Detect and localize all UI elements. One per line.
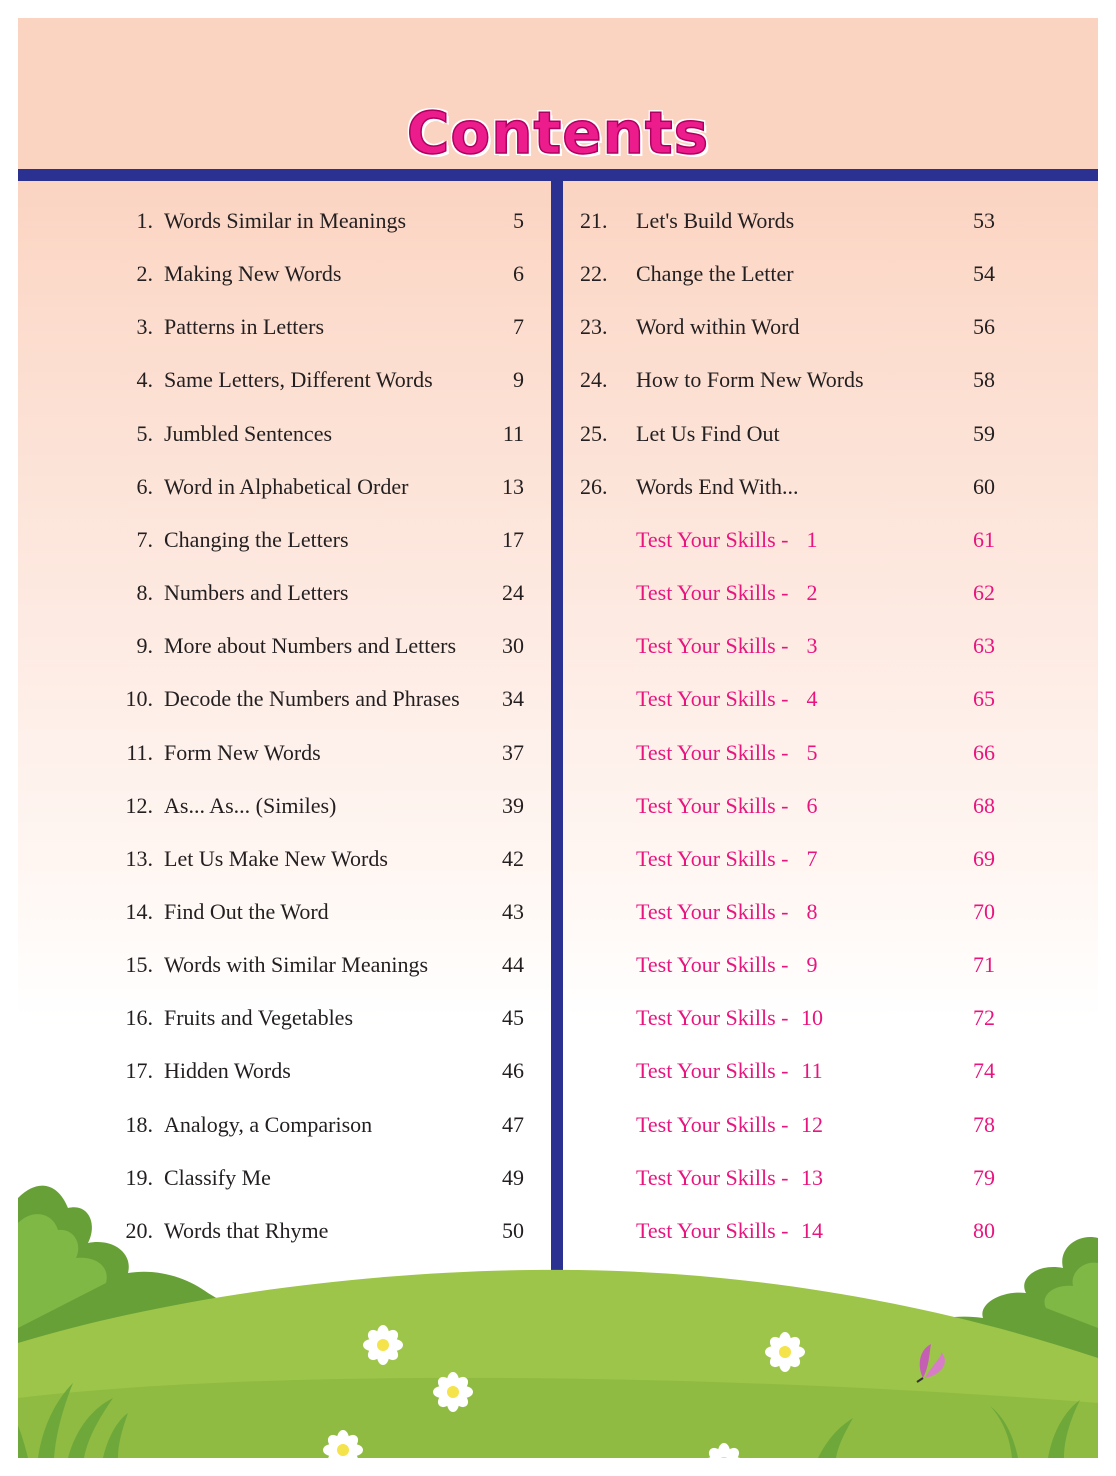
entry-page-number: 17 (502, 526, 524, 552)
entry-number: 10. (125, 686, 153, 712)
test-label: Test Your Skills - (636, 739, 789, 765)
entry-title: Words that Rhyme (164, 1217, 329, 1243)
entry-number: 5. (136, 420, 153, 446)
test-label: Test Your Skills - (636, 898, 789, 924)
entry-page-number: 53 (973, 208, 995, 233)
test-skills-entry (558, 682, 1098, 716)
entry-page-number: 13 (502, 473, 524, 499)
toc-entry (18, 1108, 538, 1142)
entry-number: 16. (125, 1005, 153, 1031)
test-skills-entry (558, 576, 1098, 610)
contents-page (18, 18, 1098, 1458)
entry-title: Let Us Make New Words (164, 845, 388, 871)
toc-entry (18, 1054, 538, 1088)
test-number: 12 (801, 1111, 823, 1137)
entry-number: 26. (580, 473, 608, 499)
test-number: 7 (806, 845, 818, 871)
test-label: Test Your Skills - (636, 1058, 789, 1084)
toc-entry (558, 257, 1098, 291)
toc-entry (18, 417, 538, 451)
test-number: 5 (806, 739, 818, 765)
entry-title: Same Letters, Different Words (164, 367, 433, 393)
toc-entry (18, 204, 538, 238)
test-skills-entry (558, 1108, 1098, 1142)
entry-page-number: 80 (973, 1217, 995, 1243)
entry-number: 20. (125, 1217, 153, 1243)
toc-entry (558, 310, 1098, 344)
entry-page-number: 66 (973, 739, 995, 765)
entry-title: As... As... (Similes) (164, 792, 337, 818)
entry-page-number: 47 (502, 1111, 524, 1137)
toc-entry (18, 1001, 538, 1035)
test-number: 14 (801, 1217, 823, 1243)
entry-number: 25. (580, 420, 608, 446)
entry-page-number: 68 (973, 792, 995, 818)
entry-title: Analogy, a Comparison (164, 1111, 373, 1137)
toc-entry (18, 363, 538, 397)
entry-title: Numbers and Letters (164, 580, 349, 606)
entry-number: 3. (136, 314, 153, 340)
toc-entry (18, 257, 538, 291)
entry-title: Change the Letter (636, 261, 794, 287)
entry-title: Decode the Numbers and Phrases (164, 686, 460, 712)
test-label: Test Your Skills - (636, 526, 789, 552)
toc-entry (18, 736, 538, 770)
entry-page-number: 72 (973, 1005, 995, 1031)
entry-title: Word within Word (636, 314, 800, 340)
entry-number: 22. (580, 261, 608, 287)
entry-page-number: 37 (502, 739, 524, 765)
entry-page-number: 7 (513, 314, 524, 340)
entry-page-number: 74 (973, 1058, 995, 1084)
entry-page-number: 44 (502, 952, 524, 978)
entry-number: 9. (136, 633, 153, 659)
entry-number: 11. (126, 739, 153, 765)
entry-title: Words with Similar Meanings (164, 952, 429, 978)
entry-number: 14. (125, 898, 153, 924)
test-number: 3 (806, 633, 818, 659)
test-skills-entry (558, 789, 1098, 823)
entry-number: 8. (136, 580, 153, 606)
test-label: Test Your Skills - (636, 1164, 789, 1190)
entry-title: Changing the Letters (164, 526, 349, 552)
entry-title: Jumbled Sentences (164, 420, 333, 446)
entry-page-number: 69 (973, 845, 995, 871)
entry-page-number: 45 (502, 1005, 524, 1031)
test-skills-entry (558, 736, 1098, 770)
entry-number: 18. (125, 1111, 153, 1137)
toc-entry (558, 363, 1098, 397)
entry-page-number: 43 (502, 898, 524, 924)
entry-title: Fruits and Vegetables (164, 1005, 354, 1031)
test-skills-entry (558, 1054, 1098, 1088)
toc-entry (18, 682, 538, 716)
test-label: Test Your Skills - (636, 1111, 789, 1137)
entry-page-number: 49 (502, 1164, 524, 1190)
entry-page-number: 65 (973, 686, 995, 712)
entry-page-number: 71 (973, 952, 995, 978)
entry-title: Word in Alphabetical Order (164, 473, 409, 499)
test-skills-entry (558, 1001, 1098, 1035)
test-number: 8 (806, 898, 818, 924)
test-skills-entry (558, 948, 1098, 982)
test-label: Test Your Skills - (636, 686, 789, 712)
entry-page-number: 54 (973, 261, 995, 287)
test-number: 13 (801, 1164, 823, 1190)
entry-page-number: 63 (973, 633, 995, 659)
entry-page-number: 79 (973, 1164, 995, 1190)
toc-entry (558, 204, 1098, 238)
test-number: 4 (806, 686, 818, 712)
toc-entry (18, 576, 538, 610)
entry-number: 23. (580, 314, 608, 340)
entry-page-number: 11 (502, 420, 524, 446)
test-label: Test Your Skills - (636, 633, 789, 659)
entry-title: Let Us Find Out (636, 420, 780, 446)
test-number: 10 (801, 1005, 823, 1031)
toc-entry (558, 417, 1098, 451)
entry-number: 19. (125, 1164, 153, 1190)
test-number: 11 (801, 1058, 823, 1084)
entry-page-number: 56 (973, 314, 995, 340)
entry-page-number: 70 (973, 898, 995, 924)
entry-page-number: 9 (513, 367, 524, 393)
entry-title: How to Form New Words (636, 367, 864, 393)
test-skills-entry (558, 895, 1098, 929)
entry-page-number: 39 (502, 792, 524, 818)
entry-page-number: 59 (973, 420, 995, 446)
test-skills-entry (558, 523, 1098, 557)
entry-page-number: 30 (502, 633, 524, 659)
entry-number: 12. (125, 792, 153, 818)
entry-page-number: 62 (973, 580, 995, 606)
entry-title: Patterns in Letters (164, 314, 325, 340)
entry-number: 15. (125, 952, 153, 978)
entry-number: 21. (580, 208, 608, 233)
toc-entry (558, 470, 1098, 504)
test-label: Test Your Skills - (636, 1005, 789, 1031)
entry-number: 4. (136, 367, 153, 393)
test-number: 6 (806, 792, 818, 818)
entry-number: 24. (580, 367, 608, 393)
entry-page-number: 24 (502, 580, 524, 606)
entry-title: Let's Build Words (636, 208, 795, 233)
toc-entry (18, 842, 538, 876)
entry-page-number: 6 (513, 261, 524, 287)
test-skills-entry (558, 629, 1098, 663)
entry-page-number: 61 (973, 526, 995, 552)
entry-title: Making New Words (164, 261, 342, 287)
entry-page-number: 34 (502, 686, 524, 712)
entry-title: Hidden Words (164, 1058, 291, 1084)
entry-number: 7. (136, 526, 153, 552)
entry-number: 17. (125, 1058, 153, 1084)
test-number: 1 (806, 526, 818, 552)
toc-entry (18, 948, 538, 982)
toc-entry (18, 895, 538, 929)
entry-page-number: 50 (502, 1217, 524, 1243)
toc-entry (18, 470, 538, 504)
entry-page-number: 58 (973, 367, 995, 393)
meadow-illustration (18, 1168, 1098, 1458)
entry-number: 2. (136, 261, 153, 287)
entry-page-number: 5 (513, 208, 524, 233)
test-label: Test Your Skills - (636, 952, 789, 978)
test-skills-entry (558, 842, 1098, 876)
entry-page-number: 60 (973, 473, 995, 499)
entry-number: 13. (125, 845, 153, 871)
toc-entry (18, 629, 538, 663)
entry-page-number: 42 (502, 845, 524, 871)
entry-number: 6. (136, 473, 153, 499)
test-label: Test Your Skills - (636, 580, 789, 606)
entry-page-number: 46 (502, 1058, 524, 1084)
entry-page-number: 78 (973, 1111, 995, 1137)
entry-title: Find Out the Word (164, 898, 329, 924)
entry-title: Classify Me (164, 1164, 271, 1190)
entry-title: More about Numbers and Letters (164, 633, 457, 659)
test-number: 2 (806, 580, 818, 606)
page-title: Contents (406, 99, 710, 167)
test-label: Test Your Skills - (636, 845, 789, 871)
toc-entry (18, 523, 538, 557)
toc-entry (18, 789, 538, 823)
entry-title: Words Similar in Meanings (164, 208, 407, 233)
entry-title: Form New Words (164, 739, 321, 765)
test-label: Test Your Skills - (636, 1217, 789, 1243)
entry-number: 1. (136, 208, 153, 233)
toc-entry (18, 310, 538, 344)
test-number: 9 (806, 952, 818, 978)
test-label: Test Your Skills - (636, 792, 789, 818)
entry-title: Words End With... (636, 473, 799, 499)
